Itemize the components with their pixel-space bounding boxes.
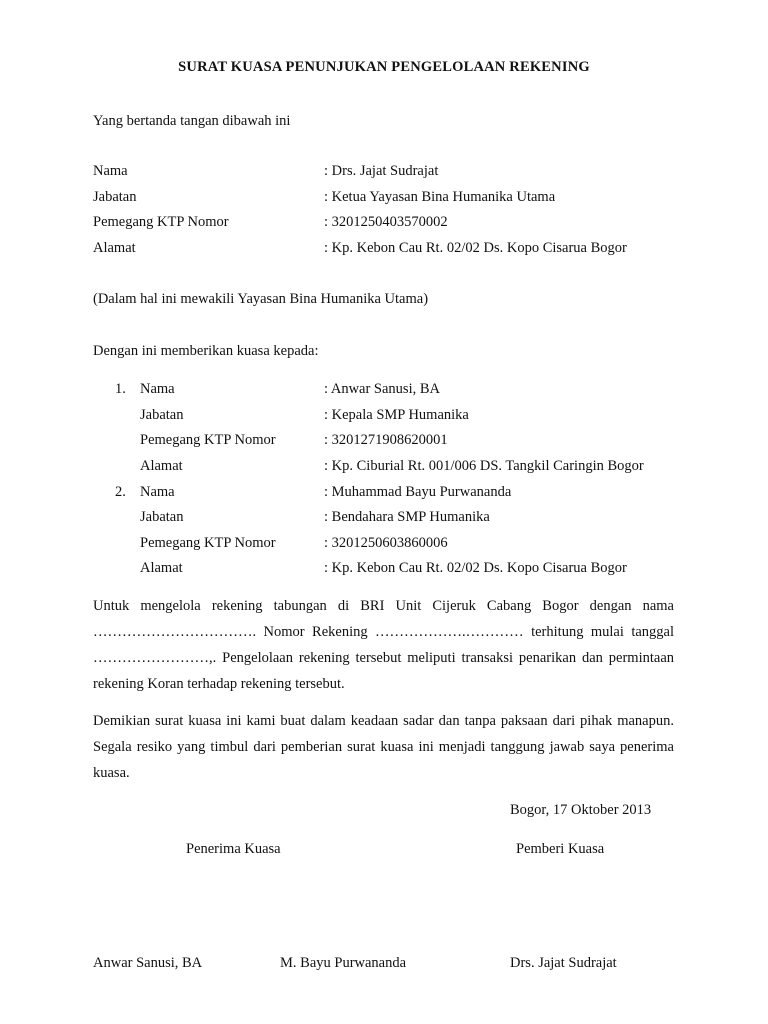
- field-value: : Kp. Ciburial Rt. 001/006 DS. Tangkil Caringin Bogor: [324, 458, 644, 474]
- field-label: Jabatan: [93, 189, 137, 205]
- grantee-name-row: [115, 381, 695, 401]
- field-value: : Kepala SMP Humanika: [324, 407, 469, 423]
- grantor-position-row: [93, 189, 693, 209]
- grantee-position-row: [115, 407, 695, 427]
- grantor-ktp-row: [93, 214, 693, 234]
- field-label: Jabatan: [140, 509, 184, 525]
- grantee-name-row: [115, 484, 695, 504]
- list-number: 2.: [115, 484, 126, 500]
- field-value: : Kp. Kebon Cau Rt. 02/02 Ds. Kopo Cisarua Bogor: [324, 560, 627, 576]
- field-value: : Anwar Sanusi, BA: [324, 381, 440, 397]
- grant-intro-text: Dengan ini memberikan kuasa kepada:: [93, 343, 319, 359]
- field-value: : Bendahara SMP Humanika: [324, 509, 490, 525]
- document-title: SURAT KUASA PENUNJUKAN PENGELOLAAN REKENING: [178, 59, 590, 75]
- signatory-name-3: Drs. Jajat Sudrajat: [510, 955, 617, 971]
- field-label: Alamat: [140, 458, 183, 474]
- field-label: Alamat: [93, 240, 136, 256]
- grantee-position-row: [115, 509, 695, 529]
- field-label: Nama: [140, 484, 175, 500]
- field-value: : Muhammad Bayu Purwananda: [324, 484, 512, 500]
- field-value: : 3201250403570002: [324, 214, 448, 230]
- grantor-name-row: [93, 163, 693, 183]
- field-label: Pemegang KTP Nomor: [140, 535, 276, 551]
- grantor-address-row: [93, 240, 693, 260]
- signatory-name-1: Anwar Sanusi, BA: [93, 955, 203, 971]
- field-value: : 3201250603860006: [324, 535, 448, 551]
- field-label: Nama: [93, 163, 128, 179]
- field-label: Nama: [140, 381, 175, 397]
- field-value: : Kp. Kebon Cau Rt. 02/02 Ds. Kopo Cisarua Bogor: [324, 240, 627, 256]
- grantee-ktp-row: [115, 432, 695, 452]
- grantee-address-row: [115, 458, 695, 478]
- giver-heading: Pemberi Kuasa: [516, 841, 605, 857]
- field-label: Pemegang KTP Nomor: [140, 432, 276, 448]
- field-value: : Ketua Yayasan Bina Humanika Utama: [324, 189, 556, 205]
- field-label: Alamat: [140, 560, 183, 576]
- grantee-ktp-row: [115, 535, 695, 555]
- receiver-heading: Penerima Kuasa: [186, 841, 281, 857]
- list-number: 1.: [115, 381, 126, 397]
- field-value: : Drs. Jajat Sudrajat: [324, 163, 439, 179]
- field-value: : 3201271908620001: [324, 432, 448, 448]
- field-label: Pemegang KTP Nomor: [93, 214, 229, 230]
- signatory-name-2: M. Bayu Purwananda: [280, 955, 407, 971]
- representation-text: (Dalam hal ini mewakili Yayasan Bina Humanika Utama): [93, 291, 429, 307]
- place-date: Bogor, 17 Oktober 2013: [510, 802, 652, 818]
- intro-text: Yang bertanda tangan dibawah ini: [93, 113, 291, 129]
- grantee-address-row: [115, 560, 695, 580]
- field-label: Jabatan: [140, 407, 184, 423]
- account-management-paragraph: Untuk mengelola rekening tabungan di BRI Unit Cijeruk Cabang Bogor dengan nama ……………………………. Nomor Rekening ……………….………… terhitung mulai tanggal ……………………,. Pengelolaan rekening tersebut meliputi transaksi penarikan dan permintaan rekening Koran terhadap rekening tersebut.: [93, 598, 674, 692]
- closing-paragraph: Demikian surat kuasa ini kami buat dalam keadaan sadar dan tanpa paksaan dari pihak manapun. Segala resiko yang timbul dari pemberian surat kuasa ini menjadi tanggung jawab saya penerima kuasa.: [93, 713, 674, 781]
